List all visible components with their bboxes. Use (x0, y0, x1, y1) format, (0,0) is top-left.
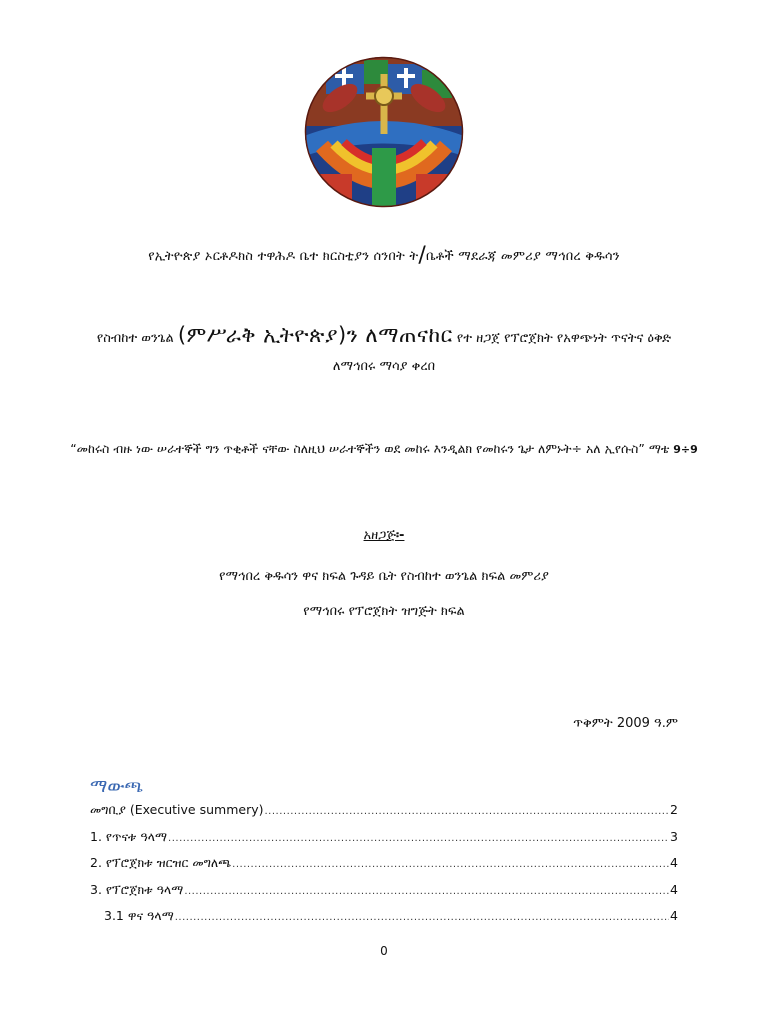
toc-entry-label: መግቢያ (Executive summery) (90, 802, 264, 817)
document-title-line2: ለማኅበሩ ማሳያ ቀረበ (332, 359, 436, 374)
toc-leader-dots (168, 828, 669, 848)
title-emphasis: (ምሥራቅ ኢትዮጵያ) (177, 323, 347, 347)
table-of-contents (90, 801, 678, 934)
quote-reference-number: 9÷9 (673, 443, 698, 456)
quote-reference: ማቴ (648, 441, 670, 456)
toc-entry[interactable] (90, 801, 678, 828)
scripture-quote (60, 441, 708, 457)
prepared-label: አዘጋጅ (363, 528, 396, 543)
toc-leader-dots (184, 881, 669, 901)
toc-leader-dots (232, 854, 669, 874)
toc-leader-dots (175, 907, 669, 927)
toc-subentry[interactable] (90, 907, 678, 934)
prepared-by-line1: የማኅበረ ቅዱሳን ዋና ክፍል ጉዳይ ቤት የስብከተ ወንጌል ክፍል መምሪያ (219, 569, 549, 584)
document-title (60, 323, 708, 348)
toc-heading: ማውጫ (90, 776, 144, 797)
toc-entry[interactable] (90, 828, 678, 855)
title-emphasis-b: ን ለማጠናከር (346, 323, 453, 347)
organization-line-a: የኢትዮጵያ ኦርቶዶክስ ተዋሕዶ ቤተ ክርስቲያን ሰንበት ት (148, 249, 419, 264)
organization-slash: / (418, 243, 426, 268)
toc-leader-dots (265, 801, 670, 821)
toc-entry-label: 3.1 ዋና ዓላማ (104, 908, 174, 923)
prepared-by-line2: የማኅበሩ የፕሮጀክት ዝግጅት ክፍል (303, 604, 465, 619)
toc-entry-label: 3. የፕሮጀክቱ ዓላማ (90, 881, 184, 897)
toc-entry-page: 2 (670, 802, 678, 817)
organization-line (60, 243, 708, 268)
prepared-dash: ፡- (395, 528, 405, 543)
toc-entry[interactable] (90, 881, 678, 908)
title-suffix: የተ ዘጋጀ የፕሮጀክት የአዋጭነት ጥናትና ዕቅድ (452, 331, 672, 346)
toc-entry-page: 4 (670, 881, 678, 897)
toc-entry-label: 1. የጥናቱ ዓላማ (90, 828, 168, 844)
toc-entry-label: 2. የፕሮጀክቱ ዝርዝር መግለጫ (90, 855, 232, 870)
toc-entry[interactable] (90, 854, 678, 881)
quote-text: “መከሩስ ብዙ ነው ሠራተኞች ግን ጥቂቶች ናቸው ስለዚህ ሠራተኞችን ወደ መከሩ እንዲልክ የመከሩን ጌታ ለምኑት÷ አለ ኢየሱስ” (70, 441, 645, 456)
document-date: ጥቅምት 2009 ዓ.ም (573, 716, 678, 731)
title-prefix: የስብከተ ወንጌል (96, 331, 178, 346)
toc-entry-page: 4 (670, 855, 678, 870)
mahibere-kidusan-logo (304, 56, 464, 208)
organization-line-b: ቤቶች ማደራጃ መምሪያ ማኅበረ ቅዱሳን (425, 249, 620, 264)
page-number: 0 (380, 944, 388, 958)
prepared-by-label (60, 528, 708, 543)
toc-entry-page: 3 (670, 828, 678, 844)
toc-entry-page: 4 (670, 908, 678, 923)
